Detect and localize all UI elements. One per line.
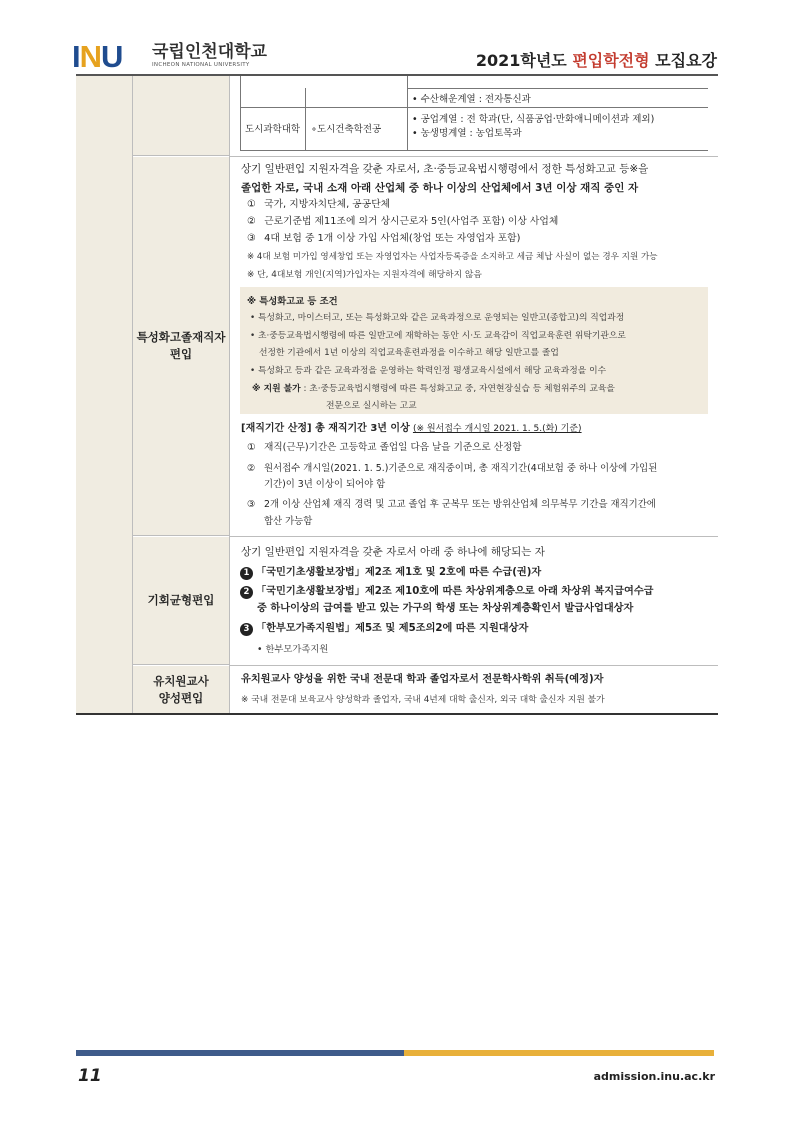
box-bullet-2a: • 초·중등교육법시행령에 따른 일반고에 재학하는 동안 시·도 교육감이 직업교육훈련 위탁기관으로 xyxy=(250,331,626,341)
document-title: 2021학년도 편입학전형 모집요강 xyxy=(475,51,717,70)
website-link[interactable]: admission.inu.ac.kr xyxy=(593,1070,715,1083)
type-cell-special-vocational: 특성화고졸재직자 편입 xyxy=(133,157,229,536)
kinder-note: ※ 국내 전문대 보육교사 양성학과 졸업자, 국내 4년제 대학 출신자, 외국 대학 출신자 지원 불가 xyxy=(241,695,605,705)
box-bullet-3: • 특성화고 등과 같은 교육과정을 운영하는 학력인정 평생교육시설에서 해당 교육과정을 이수 xyxy=(250,366,607,376)
box-not-eligible-cont: 전문으로 실시하는 고교 xyxy=(326,401,417,411)
equal-intro: 상기 일반편입 지원자격을 갖춘 자로서 아래 중 하나에 해당되는 자 xyxy=(241,546,545,558)
row-divider-3 xyxy=(229,665,718,666)
footer-bar-blue xyxy=(76,1050,404,1056)
equal-item-3-sub: • 한부모가족지원 xyxy=(257,644,329,655)
period-item-1: ① 재직(근무)기간은 고등학교 졸업일 다음 날을 기준으로 산정함 xyxy=(247,442,522,453)
logo-mark: INU xyxy=(72,39,123,74)
subtable-row-line-2 xyxy=(240,150,708,151)
type-cell-continued xyxy=(133,76,229,156)
type-cell-equal-opportunity: 기회균형편입 xyxy=(133,537,229,665)
equal-item-2-cont: 중 하나이상의 급여를 받고 있는 가구의 학생 또는 차상위계층확인서 발급사업대상자 xyxy=(257,603,634,614)
subtable-detail-1: • 공업계열 : 전 학과(단, 식품공업·만화애니메이션과 제외) xyxy=(412,114,655,125)
box-title: ※ 특성화고교 등 조건 xyxy=(247,296,338,307)
number-badge-2: 2 xyxy=(240,586,253,599)
number-badge-3: 3 xyxy=(240,623,253,636)
kinder-main: 유치원교사 양성을 위한 국내 전문대 학과 졸업자로서 전문학사학위 취득(예정)자 xyxy=(241,674,604,685)
equal-item-2: 2 「국민기초생활보장법」제2조 제10호에 따른 차상위계층으로 아래 차상위 복지급여수급 xyxy=(240,585,654,599)
row-divider-1 xyxy=(229,156,718,157)
special-item-1: ① 국가, 지방자치단체, 공공단체 xyxy=(247,199,391,210)
subtable-detail-0: • 수산해운계열 : 전자통신과 xyxy=(412,94,531,105)
period-item-2: ② 원서접수 개시일(2021. 1. 5.)기준으로 재직중이며, 총 재직기간(4대보험 중 하나 이상에 가입된 xyxy=(247,463,658,474)
period-item-3-cont: 합산 가능함 xyxy=(264,516,313,527)
university-logo xyxy=(72,40,272,74)
period-item-2-cont: 기간)이 3년 이상이 되어야 함 xyxy=(264,479,386,490)
table-bottom-rule xyxy=(76,713,718,715)
special-item-3: ③ 4대 보험 중 1개 이상 가입 사업체(창업 또는 자영업자 포함) xyxy=(247,233,521,244)
page-number: 11 xyxy=(78,1066,102,1086)
equal-item-1: 1 「국민기초생활보장법」제2조 제1호 및 2호에 따른 수급(권)자 xyxy=(240,566,541,580)
subtable-detail-2: • 농생명계열 : 농업토목과 xyxy=(412,128,522,139)
logo-english-name: INCHEON NATIONAL UNIVERSITY xyxy=(152,62,250,68)
period-heading: [재직기간 산정] 총 재직기간 3년 이상 (※ 원서접수 개시일 2021. 1. 5.(화) 기준) xyxy=(241,423,582,434)
subtable-left-border xyxy=(240,76,241,150)
subtable-major: ∘도시건축학전공 xyxy=(311,124,382,135)
period-item-3: ③ 2개 이상 산업체 재직 경력 및 고교 졸업 후 군복무 또는 방위산업체 의무복무 기간을 재직기간에 xyxy=(247,499,656,510)
special-intro-line-1: 상기 일반편입 지원자격을 갖춘 자로서, 초·중등교육법시행령에서 정한 특성화고교 등※을 xyxy=(241,163,649,175)
equal-item-3: 3 「한부모가족지원법」제5조 및 제5조의2에 따른 지원대상자 xyxy=(240,622,528,636)
special-note-2: ※ 단, 4대보험 개인(지역)가입자는 지원자격에 해당하지 않음 xyxy=(247,270,482,280)
logo-korean-name: 국립인천대학교 xyxy=(152,42,267,62)
subtable-row-line-0 xyxy=(407,88,708,89)
subtable-college: 도시과학대학 xyxy=(245,124,301,135)
type-cell-kindergarten: 유치원교사 양성편입 xyxy=(133,666,229,713)
subtable-row-line-1 xyxy=(240,107,708,108)
special-intro-line-2: 졸업한 자로, 국내 소재 아래 산업체 중 하나 이상의 산업체에서 3년 이상 재직 중인 자 xyxy=(241,182,639,194)
special-note-1: ※ 4대 보험 미가입 영세창업 또는 자영업자는 사업자등록증을 소지하고 세금 체납 사실이 없는 경우 지원 가능 xyxy=(247,252,658,262)
special-item-2: ② 근로기준법 제11조에 의거 상시근로자 5인(사업주 포함) 이상 사업체 xyxy=(247,216,559,227)
category-column xyxy=(76,76,133,714)
box-bullet-1: • 특성화고, 마이스터고, 또는 특성화고와 같은 교육과정으로 운영되는 일반고(종합고)의 직업과정 xyxy=(250,313,625,323)
box-not-eligible: ※ 지원 불가 : 초·중등교육법시행령에 따른 특성화고교 중, 자연현장실습 등 체험위주의 교육을 xyxy=(252,384,615,394)
footer-bar-yellow xyxy=(404,1050,714,1056)
subtable-col-divider-1 xyxy=(305,88,306,150)
row-divider-2 xyxy=(229,536,718,537)
number-badge-1: 1 xyxy=(240,567,253,580)
box-bullet-2b: 선정한 기관에서 1년 이상의 직업교육훈련과정을 이수하고 해당 일반고를 졸업 xyxy=(259,348,559,358)
